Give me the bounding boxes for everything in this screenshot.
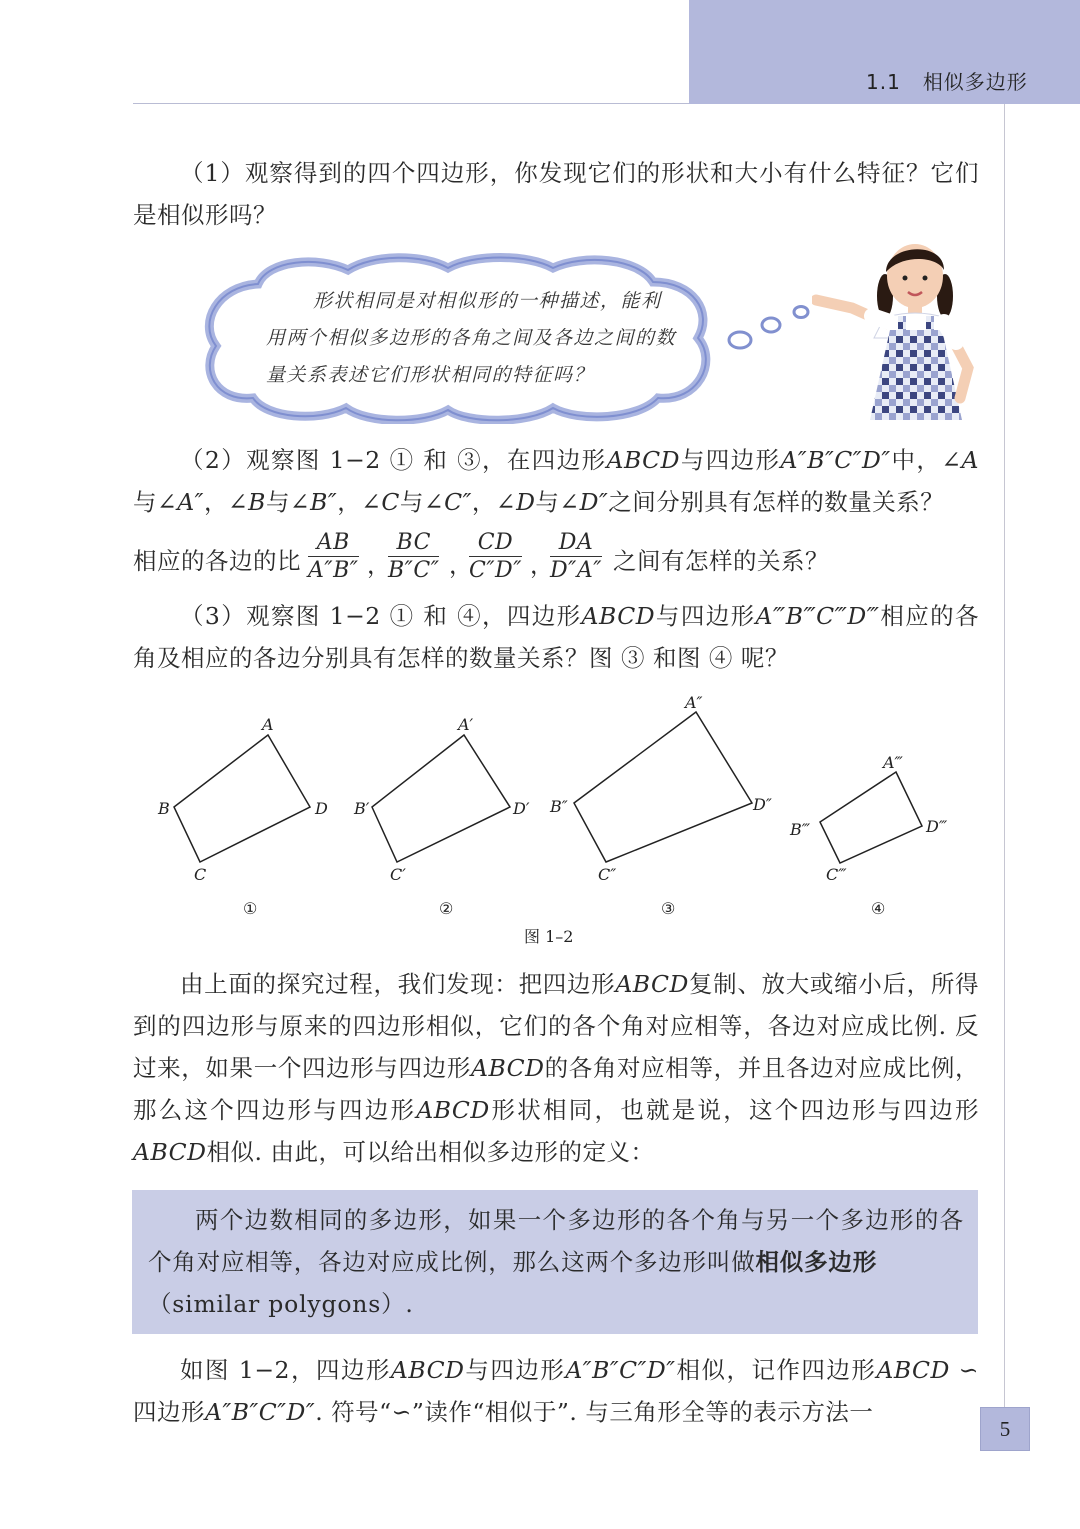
definition-text: 两个边数相同的多边形，如果一个多边形的各个角与另一个多边形的各个角对应相等，各边对应成比例，那么这两个多边形叫做相似多边形 （similar polygons）. bbox=[148, 1206, 964, 1318]
definition-english: （similar polygons）. bbox=[148, 1290, 414, 1318]
cloud-text: 形状相同是对相似形的一种描述，能利用两个相似多边形的各角之间及各边之间的数量关系表述它们形状相同的特征吗？ bbox=[266, 290, 677, 386]
label-A-tprime: A‴ bbox=[883, 753, 903, 772]
question-3: （3）观察图 1−2 ① 和 ④，四边形ABCD与四边形A‴B‴C‴D‴相应的各角及相应的各边分别具有怎样的数量关系？图 ③ 和图 ④ 呢？ bbox=[133, 602, 980, 672]
margin-rule bbox=[1004, 104, 1005, 1408]
label-B-prime: B′ bbox=[354, 799, 370, 818]
quad-3 bbox=[574, 712, 752, 862]
label-A-dprime: A″ bbox=[685, 693, 703, 712]
fraction-cd: $\frac{CD}{C''D''}$ bbox=[469, 530, 522, 583]
ratio-tail: 之间有怎样的关系？ bbox=[613, 547, 829, 575]
quad-4 bbox=[820, 772, 922, 863]
quad-1-number: ① bbox=[243, 899, 258, 918]
question-1: （1）观察得到的四个四边形，你发现它们的形状和大小有什么特征？它们是相似形吗？ bbox=[133, 159, 979, 229]
header-divider bbox=[133, 103, 689, 104]
ratio-lead: 相应的各边的比 bbox=[133, 547, 301, 575]
label-B-tprime: B‴ bbox=[790, 820, 811, 839]
side-ratios: 相应的各边的比 $\frac{AB}{A''B''}$ ， $\frac{BC}{B''C''}$ ， $\frac{CD}{C''D''}$ ， $\frac{DA}{D''A''}$ 之间有怎样的关系？ bbox=[133, 530, 829, 583]
label-C: C bbox=[194, 865, 207, 884]
fraction-bc: $\frac{BC}{B''C''}$ bbox=[388, 530, 440, 583]
conclusion-paragraph: 由上面的探究过程，我们发现：把四边形ABCD复制、放大或缩小后，所得到的四边形与原来的四边形相似，它们的各个角对应相等，各边对应成比例. 反过来，如果一个四边形与四边形ABCD的各角对应相等，并且各边对应成比例，那么这个四边形与四边形ABCD形状相同，也就是说，这个四边形与四边形ABCD相似. 由此，可以给出相似多边形的定义： bbox=[133, 970, 980, 1166]
fraction-ab: $\frac{AB}{A''B''}$ bbox=[308, 530, 359, 583]
label-C-dprime: C″ bbox=[598, 865, 617, 884]
label-B-dprime: B″ bbox=[550, 797, 568, 816]
label-B: B bbox=[158, 799, 170, 818]
thought-bubbles bbox=[722, 296, 822, 356]
figure-caption: 图 1–2 bbox=[524, 927, 574, 946]
quad-4-number: ④ bbox=[871, 899, 886, 918]
girl-illustration bbox=[812, 238, 982, 422]
section-title: 相似多边形 bbox=[922, 70, 1028, 94]
figure-1-2 bbox=[140, 690, 980, 955]
section-header bbox=[866, 66, 1028, 95]
label-D: D bbox=[315, 799, 328, 818]
question-2: （2）观察图 1−2 ① 和 ③，在四边形ABCD与四边形A″B″C″D″中，∠A与∠A″，∠B与∠B″，∠C与∠C″，∠D与∠D″之间分别具有怎样的数量关系？ bbox=[133, 446, 979, 516]
quad-3-number: ③ bbox=[661, 899, 676, 918]
label-A-prime: A′ bbox=[458, 715, 474, 734]
fraction-da: $\frac{DA}{D''A''}$ bbox=[550, 530, 602, 583]
quad-1 bbox=[174, 735, 310, 862]
label-C-tprime: C‴ bbox=[826, 865, 847, 884]
label-D-tprime: D‴ bbox=[926, 817, 948, 836]
example-paragraph: 如图 1−2，四边形ABCD与四边形A″B″C″D″相似，记作四边形ABCD ∽四边形A″B″C″D″. 符号“∽”读作“相似于”. 与三角形全等的表示方法一 bbox=[133, 1356, 980, 1426]
page-number: 5 bbox=[980, 1407, 1030, 1451]
label-C-prime: C′ bbox=[390, 865, 406, 884]
label-A: A bbox=[262, 715, 274, 734]
definition-term: 相似多边形 bbox=[755, 1248, 877, 1276]
quad-2 bbox=[372, 735, 510, 862]
label-D-prime: D′ bbox=[513, 799, 530, 818]
quad-2-number: ② bbox=[439, 899, 454, 918]
section-number: 1.1 bbox=[866, 70, 901, 94]
label-D-dprime: D″ bbox=[753, 795, 772, 814]
